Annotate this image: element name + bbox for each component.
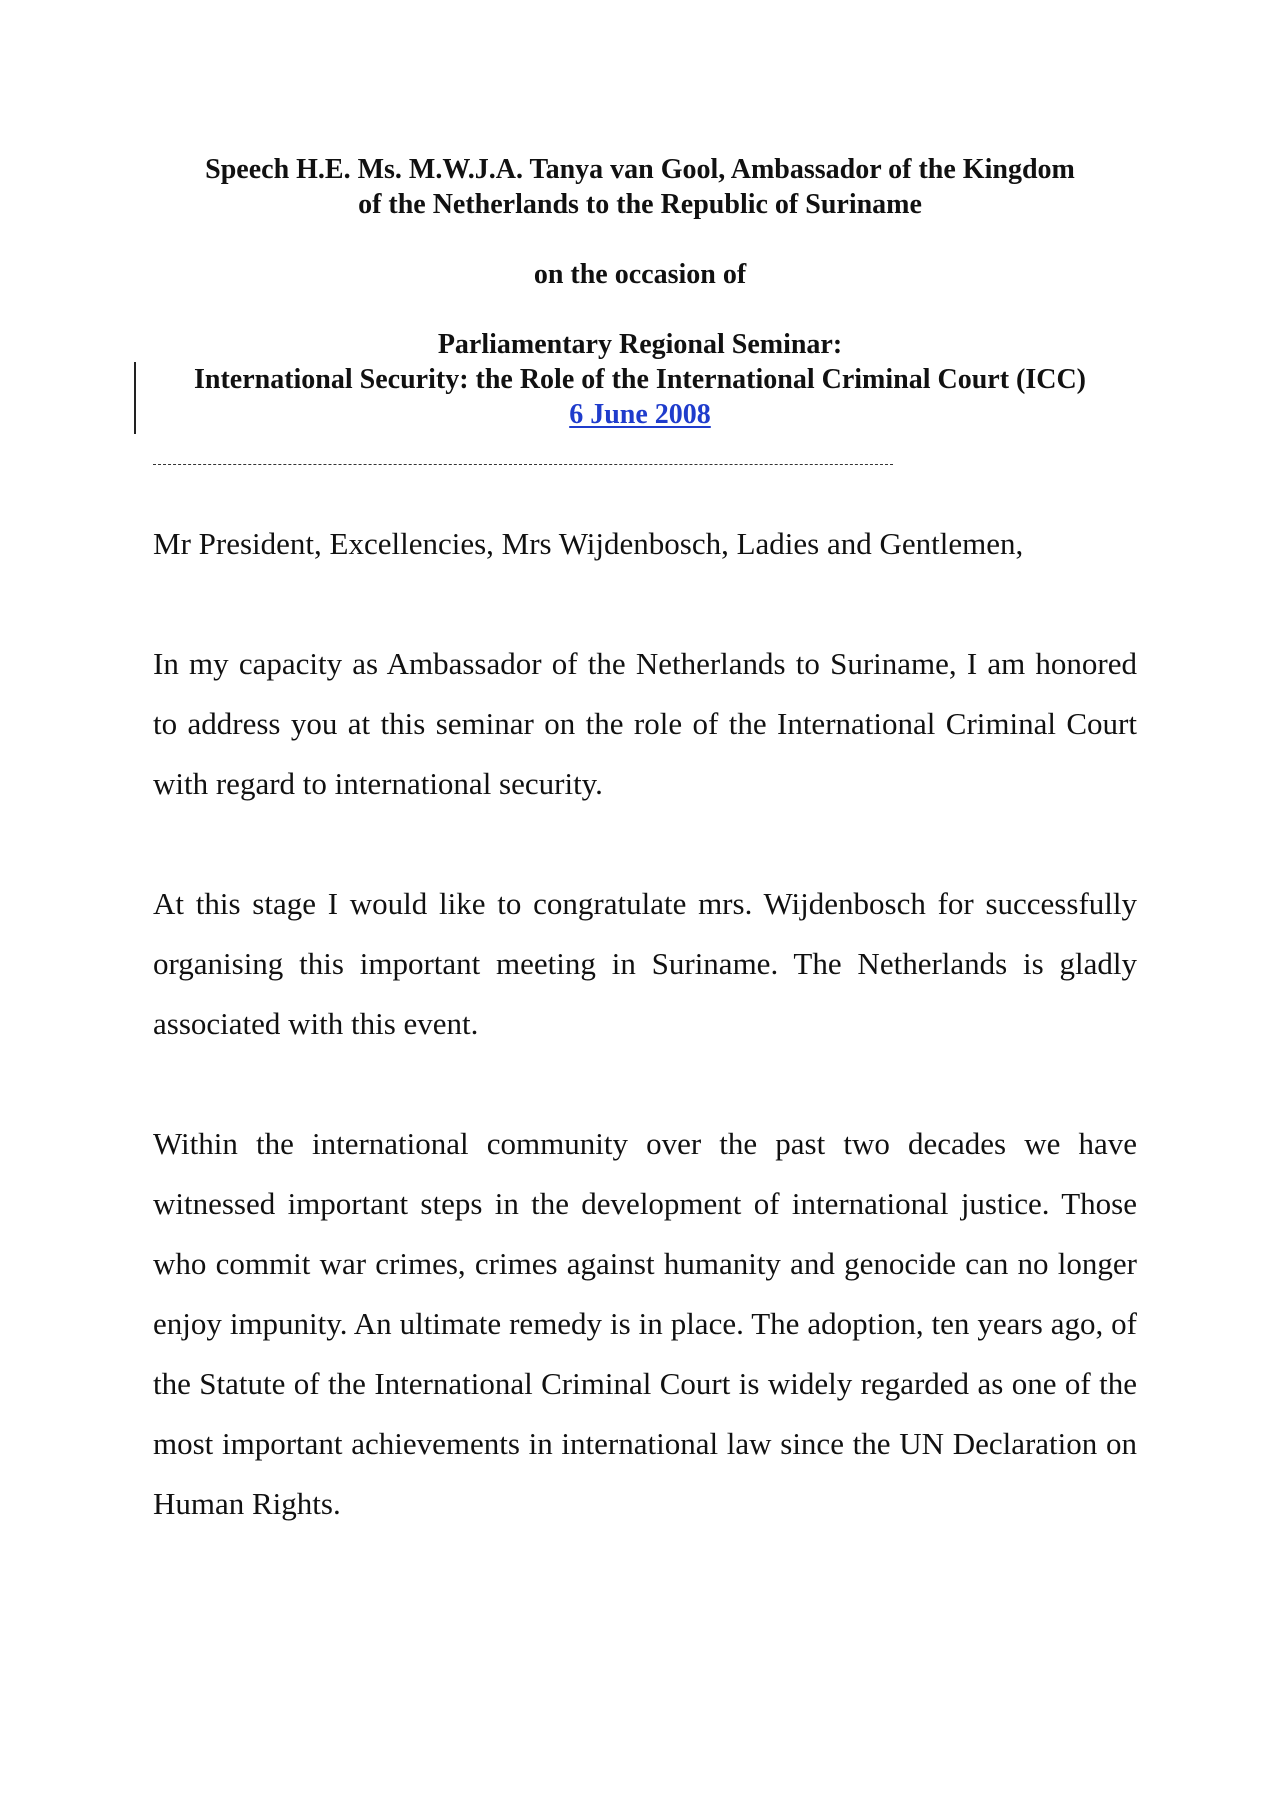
body-paragraph-2: At this stage I would like to congratulate mrs. Wijdenbosch for successfully organising this important meeting in Suriname. The Netherlands is gladly associated with this event. <box>153 886 1137 1041</box>
speech-title <box>140 152 1140 222</box>
body-paragraph-3: Within the international community over the past two decades we have witnessed important steps in the development of international justice. Those who commit war crimes, crimes against humanity and genocide can no longer enjoy impunity. An ultimate remedy is in place. The adoption, ten years ago, of the Statute of the International Criminal Court is widely regarded as one of the most important achievements in international law since the UN Declaration on Human Rights. <box>153 1126 1137 1521</box>
revision-change-bar <box>134 362 136 434</box>
seminar-title-line-2: International Security: the Role of the International Criminal Court (ICC) <box>193 364 1087 395</box>
section-divider <box>153 464 893 465</box>
seminar-date-link[interactable]: 6 June 2008 <box>569 399 711 430</box>
speech-title-line-1: Speech H.E. Ms. M.W.J.A. Tanya van Gool, Ambassador of the Kingdom <box>205 154 1075 185</box>
occasion-line: on the occasion of <box>533 259 747 290</box>
seminar-title-line-1: Parliamentary Regional Seminar: <box>437 329 843 360</box>
seminar-date <box>140 397 1140 432</box>
seminar-heading <box>140 327 1140 432</box>
body-paragraph-1: In my capacity as Ambassador of the Netherlands to Suriname, I am honored to address you at this seminar on the role of the International Criminal Court with regard to international security. <box>153 646 1137 801</box>
salutation: Mr President, Excellencies, Mrs Wijdenbosch, Ladies and Gentlemen, <box>153 526 1024 561</box>
speech-title-line-2: of the Netherlands to the Republic of Suriname <box>358 189 922 220</box>
